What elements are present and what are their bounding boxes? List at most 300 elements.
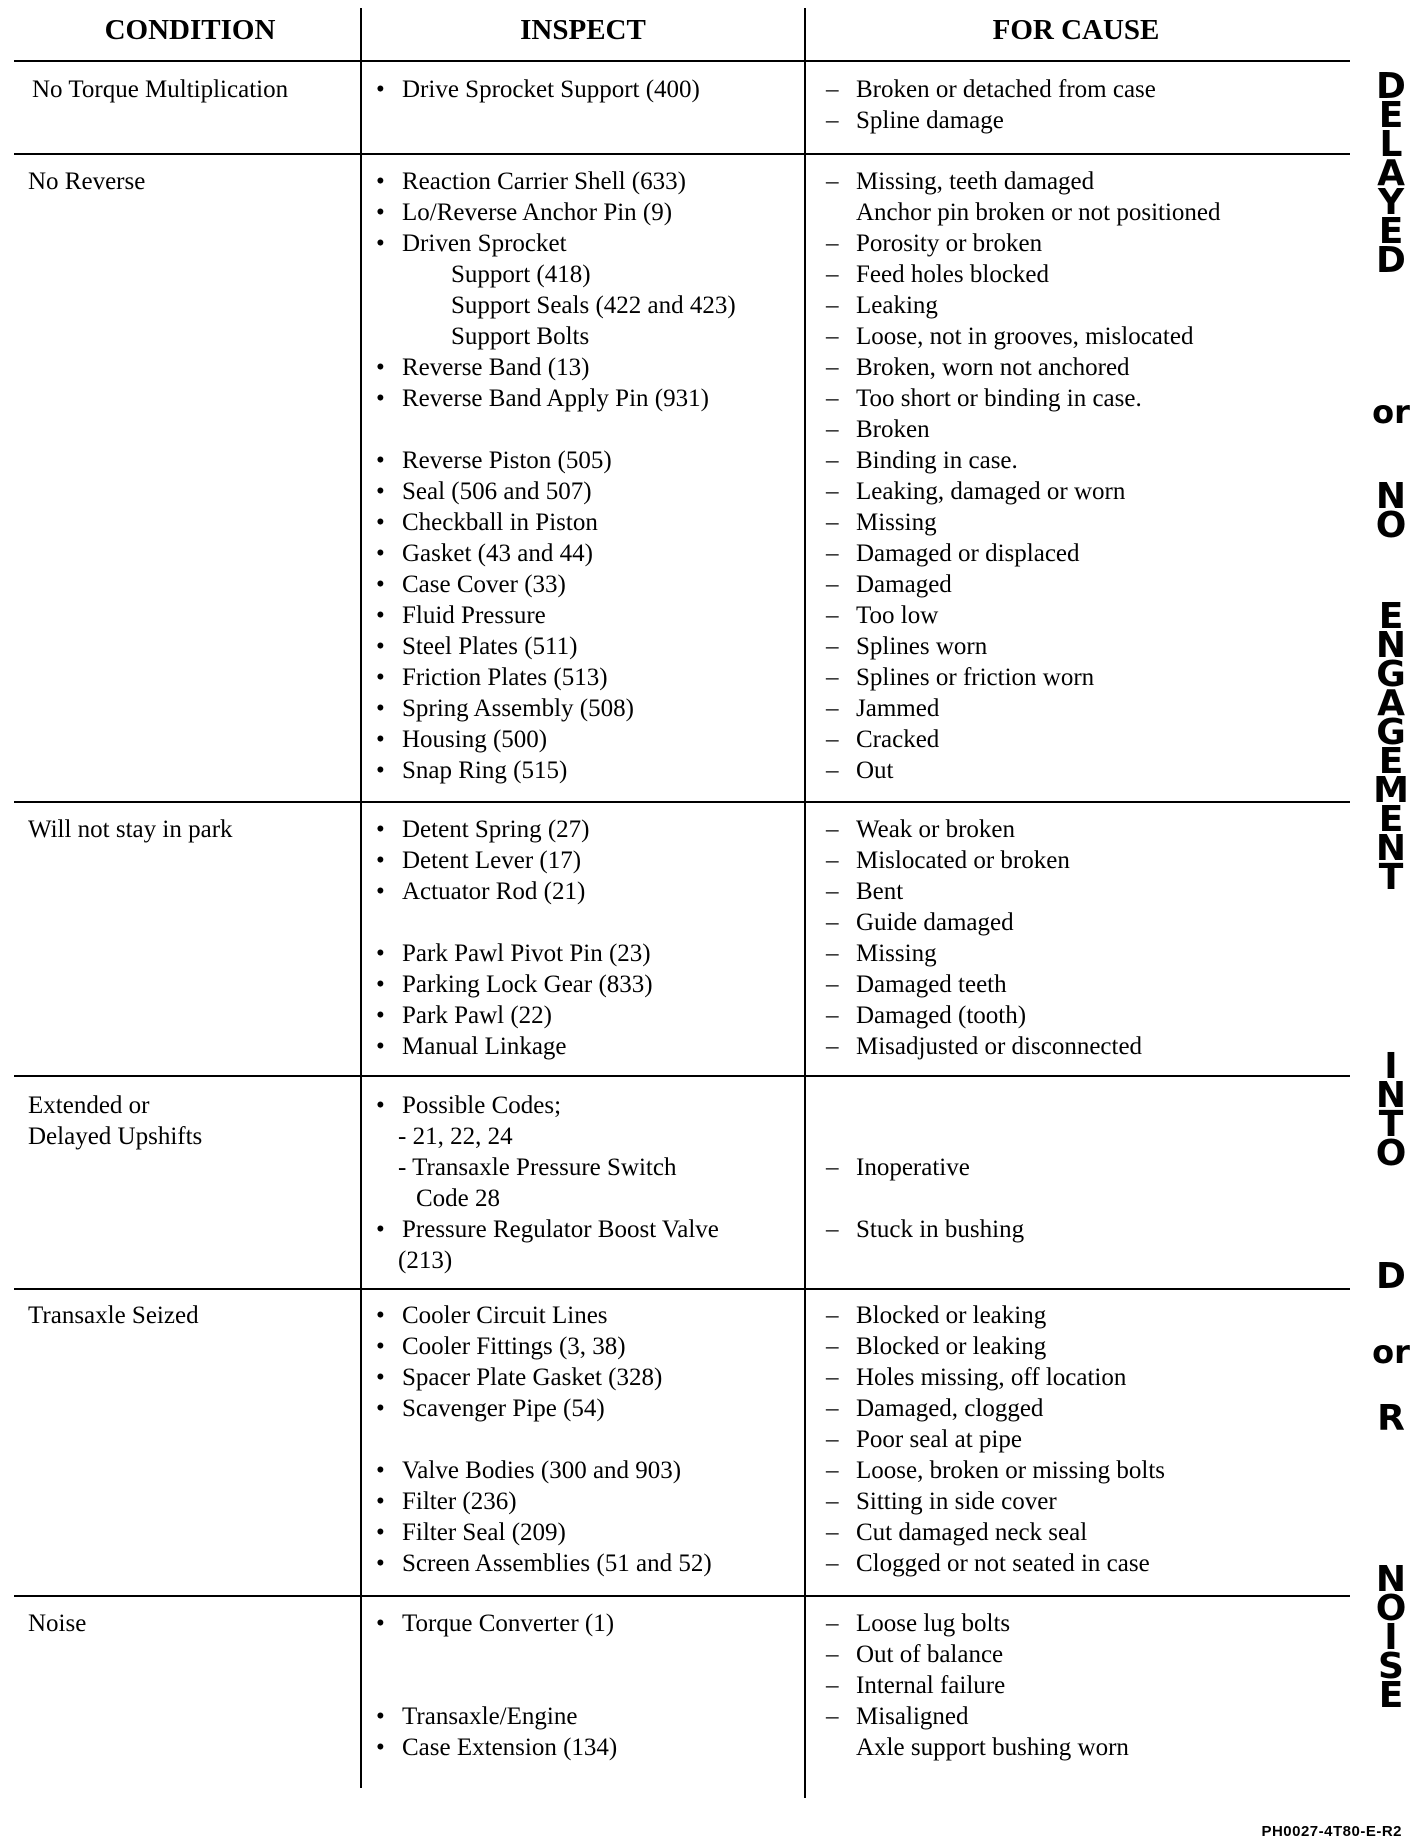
inspect-text: Driven Sprocket — [402, 230, 567, 257]
cause-item — [826, 1732, 1129, 1763]
condition-cell — [28, 814, 233, 845]
row-rule-5 — [14, 1595, 1350, 1597]
bullet-icon: • — [376, 664, 385, 691]
dash-icon: – — [826, 940, 839, 967]
cause-text: Broken or detached from case — [856, 76, 1156, 103]
cause-item — [826, 1152, 1024, 1183]
inspect-item — [376, 166, 736, 197]
cause-text: Missing, teeth damaged — [856, 168, 1095, 195]
inspect-item — [376, 383, 736, 414]
cause-item — [826, 631, 1221, 662]
condition-text: Will not stay in park — [28, 816, 233, 843]
cause-item — [826, 938, 1142, 969]
inspect-text: Support Seals (422 and 423) — [451, 292, 736, 319]
inspect-item — [376, 1090, 719, 1121]
cause-text: Bent — [856, 878, 904, 905]
cause-item — [826, 1214, 1024, 1245]
dash-icon: – — [826, 230, 839, 257]
inspect-item — [376, 1121, 719, 1152]
dash-icon: – — [826, 695, 839, 722]
bullet-icon: • — [376, 1519, 385, 1546]
cause-text: Mislocated or broken — [856, 847, 1070, 874]
bullet-icon: • — [376, 76, 385, 103]
cause-text: Out of balance — [856, 1641, 1004, 1668]
dash-icon: – — [826, 664, 839, 691]
cause-text: Loose, broken or missing bolts — [856, 1457, 1166, 1484]
cause-text: Damaged — [856, 571, 952, 598]
header-condition: CONDITION — [104, 14, 276, 46]
dash-icon: – — [826, 571, 839, 598]
cause-item — [826, 662, 1221, 693]
row-rule-3 — [14, 1075, 1350, 1077]
cause-text: Internal failure — [856, 1672, 1006, 1699]
inspect-text: Possible Codes; — [402, 1092, 562, 1119]
bullet-icon: • — [376, 1488, 385, 1515]
bullet-icon: • — [376, 695, 385, 722]
dash-icon: – — [826, 447, 839, 474]
inspect-text: Fluid Pressure — [402, 602, 546, 629]
bullet-icon: • — [376, 726, 385, 753]
inspect-item — [376, 969, 653, 1000]
condition-cell — [28, 1608, 86, 1639]
bullet-icon: • — [376, 354, 385, 381]
inspect-text: Checkball in Piston — [402, 509, 598, 536]
inspect-text: Transaxle/Engine — [402, 1703, 578, 1730]
cause-item — [826, 414, 1221, 445]
inspect-item — [376, 1455, 712, 1486]
header-rule — [14, 60, 1350, 62]
inspect-item — [376, 1486, 712, 1517]
side-word-text: NO — [1375, 476, 1407, 546]
bullet-icon: • — [376, 1610, 385, 1637]
dash-icon: – — [826, 1457, 839, 1484]
cause-text: Holes missing, off location — [856, 1364, 1127, 1391]
inspect-text: Seal (506 and 507) — [402, 478, 592, 505]
inspect-item — [376, 290, 736, 321]
cause-item — [826, 290, 1221, 321]
cause-item — [826, 1455, 1165, 1486]
dash-icon: – — [826, 1610, 839, 1637]
cause-item — [826, 1362, 1165, 1393]
cause-text: Broken — [856, 416, 930, 443]
header-cause: FOR CAUSE — [992, 14, 1160, 46]
dash-icon: – — [826, 540, 839, 567]
cause-text: Weak or broken — [856, 816, 1016, 843]
bullet-icon: • — [376, 1302, 385, 1329]
row-rule-4 — [14, 1288, 1350, 1290]
bullet-icon: • — [376, 1092, 385, 1119]
bullet-icon: • — [376, 385, 385, 412]
bullet-icon: • — [376, 540, 385, 567]
cause-item — [826, 1486, 1165, 1517]
dash-icon: – — [826, 1364, 839, 1391]
inspect-text: Pressure Regulator Boost Valve — [402, 1216, 719, 1243]
inspect-cell — [376, 814, 653, 1062]
bullet-icon: • — [376, 199, 385, 226]
cause-text: Leaking, damaged or worn — [856, 478, 1126, 505]
bullet-icon: • — [376, 1550, 385, 1577]
inspect-text: Cooler Circuit Lines — [402, 1302, 608, 1329]
dash-icon: – — [826, 971, 839, 998]
inspect-item — [376, 662, 736, 693]
cause-text: Damaged (tooth) — [856, 1002, 1027, 1029]
cause-item — [826, 1548, 1165, 1579]
cause-text: Too low — [856, 602, 939, 629]
cause-item — [826, 383, 1221, 414]
inspect-item — [376, 445, 736, 476]
cause-text: Sitting in side cover — [856, 1488, 1057, 1515]
cause-cell — [826, 1090, 1024, 1245]
inspect-item — [376, 1031, 653, 1062]
side-word-text: NOISE — [1375, 1559, 1407, 1716]
inspect-text: Park Pawl Pivot Pin (23) — [402, 940, 651, 967]
inspect-item — [376, 74, 700, 105]
inspect-item — [376, 259, 736, 290]
cause-item — [826, 755, 1221, 786]
dash-icon: – — [826, 816, 839, 843]
bullet-icon: • — [376, 1457, 385, 1484]
inspect-item — [376, 1331, 712, 1362]
inspect-item — [376, 845, 653, 876]
inspect-text: Support (418) — [451, 261, 591, 288]
inspect-cell — [376, 1300, 712, 1579]
spacer — [376, 414, 736, 445]
inspect-text: Steel Plates (511) — [402, 633, 578, 660]
cause-item — [826, 569, 1221, 600]
inspect-item — [376, 507, 736, 538]
condition-text: No Reverse — [28, 168, 146, 195]
inspect-text: Parking Lock Gear (833) — [402, 971, 653, 998]
spacer — [376, 907, 653, 938]
cause-item — [826, 969, 1142, 1000]
inspect-item — [376, 814, 653, 845]
bullet-icon: • — [376, 230, 385, 257]
inspect-item — [376, 1245, 719, 1276]
bullet-icon: • — [376, 757, 385, 784]
cause-item — [826, 724, 1221, 755]
bullet-icon: • — [376, 816, 385, 843]
side-word — [1356, 476, 1424, 546]
cause-text: Anchor pin broken or not positioned — [856, 199, 1221, 226]
cause-cell — [826, 1608, 1129, 1763]
cause-item — [826, 907, 1142, 938]
side-word — [1356, 1256, 1424, 1297]
inspect-item — [376, 476, 736, 507]
cause-text: Blocked or leaking — [856, 1302, 1047, 1329]
bullet-icon: • — [376, 1364, 385, 1391]
cause-cell — [826, 814, 1142, 1062]
cause-text: Missing — [856, 509, 937, 536]
inspect-text: Gasket (43 and 44) — [402, 540, 593, 567]
cause-item — [826, 600, 1221, 631]
inspect-item — [376, 631, 736, 662]
inspect-text: Spacer Plate Gasket (328) — [402, 1364, 663, 1391]
spacer — [826, 1121, 1024, 1152]
inspect-text: Detent Spring (27) — [402, 816, 590, 843]
side-word-text: DELAYED — [1376, 66, 1406, 281]
inspect-item — [376, 1517, 712, 1548]
dash-icon: – — [826, 323, 839, 350]
side-word — [1356, 393, 1424, 431]
side-word — [1356, 1559, 1424, 1716]
cause-item — [826, 1517, 1165, 1548]
dash-icon: – — [826, 1550, 839, 1577]
bullet-icon: • — [376, 1395, 385, 1422]
cause-cell — [826, 166, 1221, 786]
dash-icon: – — [826, 354, 839, 381]
row-rule-2 — [14, 801, 1350, 803]
cause-text: Damaged or displaced — [856, 540, 1080, 567]
inspect-text: Reverse Band Apply Pin (931) — [402, 385, 709, 412]
cause-item — [826, 352, 1221, 383]
condition-text: Extended or — [28, 1092, 150, 1119]
cause-text: Feed holes blocked — [856, 261, 1050, 288]
side-word-text: ENGAGEMENT — [1373, 596, 1409, 898]
cause-item — [826, 814, 1142, 845]
cause-item — [826, 259, 1221, 290]
bullet-icon: • — [376, 478, 385, 505]
cause-item — [826, 876, 1142, 907]
bullet-icon: • — [376, 571, 385, 598]
condition-text: Delayed Upshifts — [28, 1123, 203, 1150]
inspect-text: Detent Lever (17) — [402, 847, 582, 874]
cause-item — [826, 1424, 1165, 1455]
inspect-item — [376, 1701, 617, 1732]
inspect-item — [376, 1214, 719, 1245]
condition-text: No Torque Multiplication — [32, 76, 289, 103]
side-word — [1356, 66, 1424, 281]
cause-item — [826, 1331, 1165, 1362]
cause-text: Cut damaged neck seal — [856, 1519, 1088, 1546]
cause-text: Porosity or broken — [856, 230, 1043, 257]
inspect-text: Support Bolts — [451, 323, 590, 350]
inspect-text: Cooler Fittings (3, 38) — [402, 1333, 626, 1360]
inspect-item — [376, 1393, 712, 1424]
cause-text: Spline damage — [856, 107, 1004, 134]
dash-icon: – — [826, 1519, 839, 1546]
dash-icon: – — [826, 1154, 839, 1181]
inspect-text: Housing (500) — [402, 726, 548, 753]
bullet-icon: • — [376, 1033, 385, 1060]
cause-text: Clogged or not seated in case — [856, 1550, 1150, 1577]
cause-item — [826, 197, 1221, 228]
inspect-item — [376, 1608, 617, 1639]
bullet-icon: • — [376, 940, 385, 967]
dash-icon: – — [826, 1395, 839, 1422]
dash-icon: – — [826, 1302, 839, 1329]
cause-item — [826, 1639, 1129, 1670]
inspect-text: Reverse Band (13) — [402, 354, 590, 381]
cause-text: Broken, worn not anchored — [856, 354, 1130, 381]
column-divider-2 — [804, 8, 806, 1798]
dash-icon: – — [826, 1426, 839, 1453]
inspect-item — [376, 693, 736, 724]
inspect-text: Torque Converter (1) — [402, 1610, 615, 1637]
cause-text: Guide damaged — [856, 909, 1014, 936]
dash-icon: – — [826, 1333, 839, 1360]
bullet-icon: • — [376, 878, 385, 905]
inspect-cell — [376, 74, 700, 105]
bullet-icon: • — [376, 1333, 385, 1360]
spacer — [376, 1670, 617, 1701]
condition-text: Transaxle Seized — [28, 1302, 199, 1329]
inspect-item — [376, 1300, 712, 1331]
spacer — [826, 1090, 1024, 1121]
inspect-cell — [376, 166, 736, 786]
cause-item — [826, 445, 1221, 476]
inspect-item — [376, 569, 736, 600]
cause-text: Loose lug bolts — [856, 1610, 1011, 1637]
side-word — [1356, 596, 1424, 898]
inspect-item — [376, 228, 736, 259]
bullet-icon: • — [376, 509, 385, 536]
inspect-item — [376, 724, 736, 755]
cause-text: Damaged, clogged — [856, 1395, 1044, 1422]
cause-item — [826, 1031, 1142, 1062]
bullet-icon: • — [376, 1002, 385, 1029]
condition-cell — [28, 1090, 202, 1152]
dash-icon: – — [826, 76, 839, 103]
header-inspect: INSPECT — [520, 14, 646, 46]
bullet-icon: • — [376, 1734, 385, 1761]
inspect-item — [376, 197, 736, 228]
side-word — [1356, 1333, 1424, 1371]
bullet-icon: • — [376, 447, 385, 474]
side-word — [1356, 1046, 1424, 1174]
condition-text: Noise — [28, 1610, 87, 1637]
cause-text: Inoperative — [856, 1154, 970, 1181]
side-letter: or — [1372, 1333, 1410, 1371]
cause-item — [826, 476, 1221, 507]
dash-icon: – — [826, 292, 839, 319]
inspect-item — [376, 600, 736, 631]
side-word-text: D — [1376, 1256, 1406, 1297]
inspect-text: - 21, 22, 24 — [398, 1123, 513, 1150]
cause-item — [826, 321, 1221, 352]
cause-item — [826, 1393, 1165, 1424]
spacer — [376, 1639, 617, 1670]
bullet-icon: • — [376, 602, 385, 629]
cause-text: Splines worn — [856, 633, 988, 660]
inspect-item — [376, 352, 736, 383]
cause-text: Damaged teeth — [856, 971, 1007, 998]
cause-cell — [826, 74, 1156, 136]
inspect-text: Lo/Reverse Anchor Pin (9) — [402, 199, 673, 226]
cause-item — [826, 1701, 1129, 1732]
dash-icon: – — [826, 1703, 839, 1730]
dash-icon: – — [826, 1488, 839, 1515]
cause-text: Splines or friction worn — [856, 664, 1095, 691]
cause-text: Jammed — [856, 695, 940, 722]
inspect-item — [376, 1362, 712, 1393]
inspect-text: Filter Seal (209) — [402, 1519, 566, 1546]
dash-icon: – — [826, 1002, 839, 1029]
side-word-text: INTO — [1375, 1046, 1407, 1174]
side-letter: or — [1372, 393, 1410, 431]
dash-icon: – — [826, 107, 839, 134]
dash-icon: – — [826, 478, 839, 505]
inspect-text: Filter (236) — [402, 1488, 517, 1515]
inspect-text: Drive Sprocket Support (400) — [402, 76, 700, 103]
inspect-item — [376, 1732, 617, 1763]
inspect-item — [376, 1152, 719, 1183]
inspect-text: Actuator Rod (21) — [402, 878, 586, 905]
inspect-item — [376, 321, 736, 352]
cause-text: Loose, not in grooves, mislocated — [856, 323, 1194, 350]
cause-text: Stuck in bushing — [856, 1216, 1025, 1243]
inspect-cell — [376, 1090, 719, 1276]
cause-item — [826, 538, 1221, 569]
inspect-text: - Transaxle Pressure Switch — [398, 1154, 677, 1181]
dash-icon: – — [826, 633, 839, 660]
cause-item — [826, 105, 1156, 136]
bullet-icon: • — [376, 1703, 385, 1730]
spacer — [826, 1183, 1024, 1214]
inspect-text: Spring Assembly (508) — [402, 695, 634, 722]
inspect-text: Code 28 — [416, 1185, 501, 1212]
dash-icon: – — [826, 1033, 839, 1060]
dash-icon: – — [826, 168, 839, 195]
row-rule-1 — [14, 153, 1350, 155]
dash-icon: – — [826, 385, 839, 412]
dash-icon: – — [826, 726, 839, 753]
cause-text: Axle support bushing worn — [856, 1734, 1129, 1761]
dash-icon: – — [826, 757, 839, 784]
cause-text: Misaligned — [856, 1703, 969, 1730]
inspect-text: Screen Assemblies (51 and 52) — [402, 1550, 712, 1577]
cause-item — [826, 74, 1156, 105]
dash-icon: – — [826, 261, 839, 288]
cause-item — [826, 1300, 1165, 1331]
inspect-item — [376, 1000, 653, 1031]
cause-text: Leaking — [856, 292, 938, 319]
cause-item — [826, 693, 1221, 724]
dash-icon: – — [826, 509, 839, 536]
dash-icon: – — [826, 602, 839, 629]
dash-icon: – — [826, 1216, 839, 1243]
inspect-text: (213) — [398, 1247, 453, 1274]
condition-cell — [28, 166, 145, 197]
bullet-icon: • — [376, 971, 385, 998]
dash-icon: – — [826, 847, 839, 874]
cause-item — [826, 507, 1221, 538]
cause-item — [826, 1608, 1129, 1639]
cause-item — [826, 1000, 1142, 1031]
inspect-text: Snap Ring (515) — [402, 757, 568, 784]
inspect-item — [376, 538, 736, 569]
inspect-text: Scavenger Pipe (54) — [402, 1395, 605, 1422]
inspect-item — [376, 1548, 712, 1579]
inspect-text: Reverse Piston (505) — [402, 447, 612, 474]
dash-icon: – — [826, 1672, 839, 1699]
inspect-text: Valve Bodies (300 and 903) — [402, 1457, 682, 1484]
inspect-text: Manual Linkage — [402, 1033, 567, 1060]
cause-cell — [826, 1300, 1165, 1579]
dash-icon: – — [826, 1641, 839, 1668]
inspect-text: Friction Plates (513) — [402, 664, 608, 691]
inspect-cell — [376, 1608, 617, 1763]
bullet-icon: • — [376, 168, 385, 195]
inspect-text: Case Extension (134) — [402, 1734, 618, 1761]
inspect-item — [376, 1183, 719, 1214]
dash-icon: – — [826, 909, 839, 936]
cause-item — [826, 845, 1142, 876]
cause-text: Binding in case. — [856, 447, 1018, 474]
inspect-item — [376, 755, 736, 786]
condition-cell — [32, 74, 288, 105]
cause-text: Missing — [856, 940, 937, 967]
bullet-icon: • — [376, 633, 385, 660]
